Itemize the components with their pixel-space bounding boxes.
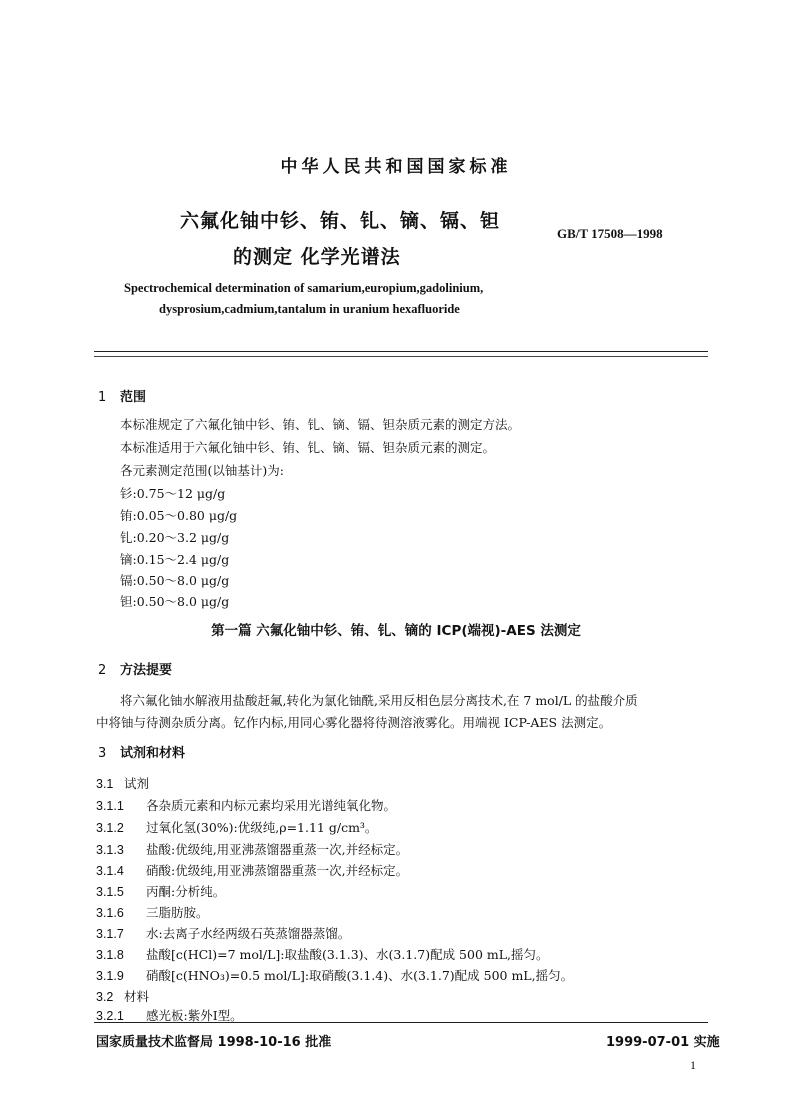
implementation-date: 1999-07-01 实施: [606, 1035, 720, 1050]
item-3-1-2: [96, 818, 377, 836]
item-number: 3.1: [96, 777, 114, 791]
item-number: 3.1.2: [96, 821, 124, 835]
range-cadmium: 镉:0.50～8.0 μg/g: [120, 573, 230, 588]
item-text: 盐酸[c(HCl)=7 mol/L]:取盐酸(3.1.3)、水(3.1.7)配成 500 mL,摇匀。: [146, 947, 549, 962]
standard-number: GB/T 17508—1998: [557, 226, 663, 241]
part-1-title: 第一篇 六氟化铀中钐、铕、钆、镝的 ICP(端视)-AES 法测定: [211, 623, 581, 639]
item-3-1: [96, 774, 149, 792]
section-2-title: 方法提要: [120, 663, 173, 678]
item-text: 各杂质元素和内标元素均采用光谱纯氧化物。: [146, 798, 397, 813]
item-3-1-4: [96, 861, 408, 879]
title-en-line-1: Spectrochemical determination of samarium,europium,gadolinium,: [124, 281, 484, 295]
title-en-line-2: dysprosium,cadmium,tantalum in uranium hexafluoride: [159, 302, 460, 316]
page-number: 1: [690, 1058, 696, 1072]
item-number: 3.1.6: [96, 906, 124, 920]
national-standard-heading: 中华人民共和国国家标准: [280, 157, 512, 177]
item-text: 感光板:紫外Ⅰ型。: [146, 1008, 243, 1023]
section-2-line-1: 将六氟化铀水解液用盐酸赶氟,转化为氯化铀酰,采用反相色层分离技术,在 7 mol/L 的盐酸介质: [120, 693, 638, 708]
item-number: 3.1.1: [96, 799, 124, 813]
item-number: 3.2: [96, 990, 114, 1004]
item-number: 3.1.7: [96, 927, 124, 941]
approval-info: 国家质量技术监督局 1998-10-16 批准: [96, 1035, 332, 1050]
range-europium: 铕:0.05～0.80 μg/g: [120, 508, 238, 523]
section-1-para-2: 本标准适用于六氟化铀中钐、铕、钆、镝、镉、钽杂质元素的测定。: [120, 440, 496, 455]
item-number: 3.1.4: [96, 864, 124, 878]
item-text: 盐酸:优级纯,用亚沸蒸馏器重蒸一次,并经标定。: [146, 842, 409, 857]
item-3-1-7: [96, 924, 350, 942]
item-text: 试剂: [124, 776, 150, 791]
item-3-1-9: [96, 966, 573, 984]
item-text: 硝酸[c(HNO₃)=0.5 mol/L]:取硝酸(3.1.4)、水(3.1.7)配成 500 mL,摇匀。: [146, 968, 574, 983]
section-3-number: 3: [98, 746, 107, 761]
header-divider: [94, 351, 708, 352]
range-tantalum: 钽:0.50～8.0 μg/g: [120, 594, 230, 609]
item-text: 过氧化氢(30%):优级纯,ρ=1.11 g/cm³。: [146, 820, 378, 835]
item-3-1-5: [96, 882, 225, 900]
item-number: 3.1.9: [96, 969, 124, 983]
section-1-para-3: 各元素测定范围(以铀基计)为:: [120, 463, 284, 478]
section-1-heading: [98, 386, 146, 405]
range-gadolinium: 钆:0.20～3.2 μg/g: [120, 530, 230, 545]
item-3-1-1: [96, 796, 396, 814]
section-3-title: 试剂和材料: [120, 746, 186, 761]
section-2-heading: [98, 659, 172, 678]
item-3-2: [96, 987, 149, 1005]
range-dysprosium: 镝:0.15～2.4 μg/g: [120, 552, 230, 567]
header-divider-thin: [94, 356, 708, 357]
range-samarium: 钐:0.75～12 μg/g: [120, 486, 226, 501]
item-number: 3.1.5: [96, 885, 124, 899]
item-3-1-3: [96, 840, 408, 858]
item-text: 三脂肪胺。: [146, 905, 209, 920]
item-3-1-8: [96, 945, 549, 963]
item-text: 硝酸:优级纯,用亚沸蒸馏器重蒸一次,并经标定。: [146, 863, 409, 878]
section-1-title: 范围: [120, 390, 147, 405]
section-2-number: 2: [98, 663, 107, 678]
item-text: 材料: [124, 989, 150, 1004]
section-2-line-2: 中将铀与待测杂质分离。钇作内标,用同心雾化器将待测溶液雾化。用端视 ICP-AES 法测定。: [96, 715, 612, 730]
footer-divider: [94, 1022, 708, 1023]
item-number: 3.2.1: [96, 1009, 124, 1023]
item-text: 丙酮:分析纯。: [146, 884, 226, 899]
section-3-heading: [98, 742, 185, 761]
section-1-number: 1: [98, 390, 107, 405]
item-number: 3.1.8: [96, 948, 124, 962]
title-cn-line-2: 的测定 化学光谱法: [233, 246, 401, 268]
item-number: 3.1.3: [96, 843, 124, 857]
item-3-1-6: [96, 903, 209, 921]
title-cn-line-1: 六氟化铀中钐、铕、钆、镝、镉、钽: [180, 210, 501, 232]
item-text: 水:去离子水经两级石英蒸馏器蒸馏。: [146, 926, 351, 941]
section-1-para-1: 本标准规定了六氟化铀中钐、铕、钆、镝、镉、钽杂质元素的测定方法。: [120, 417, 521, 432]
